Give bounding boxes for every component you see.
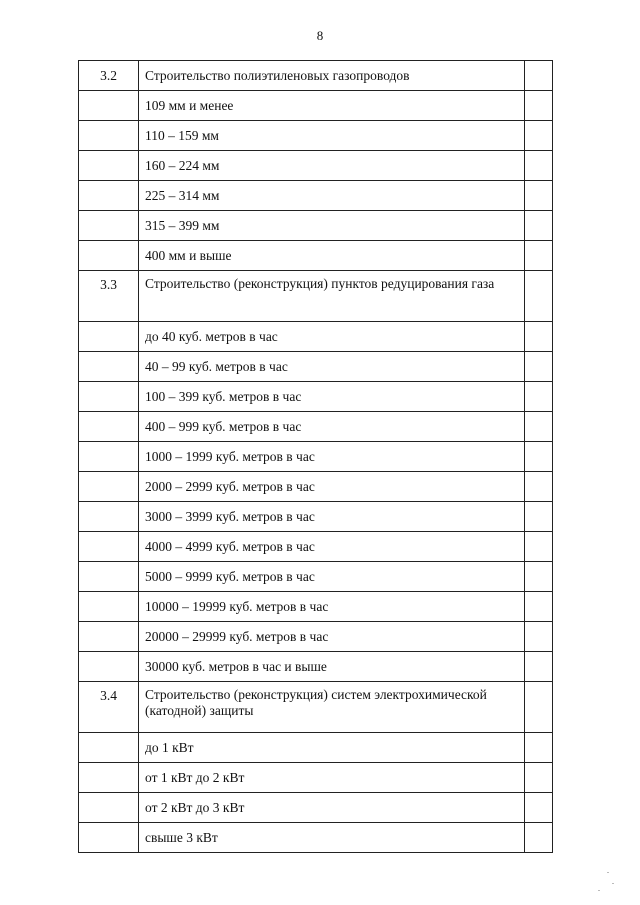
- table-row: [79, 793, 553, 823]
- item-number-cell: [79, 322, 139, 352]
- table-row: [79, 472, 553, 502]
- item-number-cell: [79, 181, 139, 211]
- table-row: [79, 271, 553, 322]
- item-number-cell: [79, 352, 139, 382]
- item-number-cell: 3.2: [79, 61, 139, 91]
- scan-speck: [598, 890, 600, 891]
- table-row: [79, 823, 553, 853]
- item-description-cell: 110 – 159 мм: [139, 121, 525, 151]
- item-description-cell: Строительство (реконструкция) систем электрохимической (катодной) защиты: [139, 682, 525, 733]
- item-number-cell: 3.3: [79, 271, 139, 322]
- item-number-cell: [79, 502, 139, 532]
- tariff-table: [78, 60, 553, 853]
- item-description-cell: 109 мм и менее: [139, 91, 525, 121]
- item-number-cell: [79, 793, 139, 823]
- item-number-cell: [79, 442, 139, 472]
- table-row: [79, 592, 553, 622]
- item-number-cell: [79, 91, 139, 121]
- value-cell: [525, 241, 553, 271]
- value-cell: [525, 622, 553, 652]
- value-cell: [525, 211, 553, 241]
- value-cell: [525, 502, 553, 532]
- item-number-cell: [79, 241, 139, 271]
- item-number-cell: [79, 763, 139, 793]
- item-number-cell: [79, 652, 139, 682]
- page-number: 8: [316, 28, 324, 43]
- item-number-cell: [79, 592, 139, 622]
- table-row: [79, 442, 553, 472]
- item-number-cell: [79, 532, 139, 562]
- value-cell: [525, 823, 553, 853]
- item-description-cell: 100 – 399 куб. метров в час: [139, 382, 525, 412]
- item-number-cell: [79, 412, 139, 442]
- value-cell: [525, 121, 553, 151]
- item-description-cell: 20000 – 29999 куб. метров в час: [139, 622, 525, 652]
- item-description-cell: от 2 кВт до 3 кВт: [139, 793, 525, 823]
- item-description-cell: 400 мм и выше: [139, 241, 525, 271]
- item-description-cell: 4000 – 4999 куб. метров в час: [139, 532, 525, 562]
- value-cell: [525, 733, 553, 763]
- tariff-table-body: [79, 61, 553, 853]
- value-cell: [525, 532, 553, 562]
- table-row: [79, 181, 553, 211]
- table-row: [79, 652, 553, 682]
- item-number-cell: [79, 151, 139, 181]
- item-description-cell: свыше 3 кВт: [139, 823, 525, 853]
- table-row: [79, 352, 553, 382]
- scan-speck: [607, 872, 609, 873]
- value-cell: [525, 91, 553, 121]
- item-number-cell: [79, 472, 139, 502]
- value-cell: [525, 793, 553, 823]
- value-cell: [525, 562, 553, 592]
- value-cell: [525, 382, 553, 412]
- table-row: [79, 763, 553, 793]
- value-cell: [525, 682, 553, 733]
- scan-speck: [612, 883, 614, 884]
- value-cell: [525, 412, 553, 442]
- item-description-cell: 40 – 99 куб. метров в час: [139, 352, 525, 382]
- table-row: [79, 532, 553, 562]
- item-description-cell: 160 – 224 мм: [139, 151, 525, 181]
- item-description-cell: 10000 – 19999 куб. метров в час: [139, 592, 525, 622]
- value-cell: [525, 763, 553, 793]
- table-row: [79, 91, 553, 121]
- value-cell: [525, 652, 553, 682]
- value-cell: [525, 61, 553, 91]
- table-row: [79, 682, 553, 733]
- item-description-cell: до 1 кВт: [139, 733, 525, 763]
- item-number-cell: [79, 211, 139, 241]
- item-description-cell: 225 – 314 мм: [139, 181, 525, 211]
- item-description-cell: 2000 – 2999 куб. метров в час: [139, 472, 525, 502]
- item-description-cell: 400 – 999 куб. метров в час: [139, 412, 525, 442]
- value-cell: [525, 181, 553, 211]
- table-row: [79, 322, 553, 352]
- table-row: [79, 412, 553, 442]
- item-description-cell: 5000 – 9999 куб. метров в час: [139, 562, 525, 592]
- item-description-cell: 1000 – 1999 куб. метров в час: [139, 442, 525, 472]
- item-number-cell: [79, 562, 139, 592]
- item-description-cell: до 40 куб. метров в час: [139, 322, 525, 352]
- table-row: [79, 733, 553, 763]
- table-row: [79, 61, 553, 91]
- table-row: [79, 562, 553, 592]
- item-description-cell: 3000 – 3999 куб. метров в час: [139, 502, 525, 532]
- item-number-cell: [79, 823, 139, 853]
- table-row: [79, 382, 553, 412]
- item-number-cell: [79, 733, 139, 763]
- value-cell: [525, 472, 553, 502]
- item-number-cell: 3.4: [79, 682, 139, 733]
- item-description-cell: Строительство полиэтиленовых газопроводов: [139, 61, 525, 91]
- item-number-cell: [79, 622, 139, 652]
- value-cell: [525, 442, 553, 472]
- table-row: [79, 502, 553, 532]
- item-description-cell: от 1 кВт до 2 кВт: [139, 763, 525, 793]
- table-row: [79, 211, 553, 241]
- table-row: [79, 241, 553, 271]
- item-number-cell: [79, 121, 139, 151]
- table-row: [79, 622, 553, 652]
- table-row: [79, 121, 553, 151]
- value-cell: [525, 352, 553, 382]
- item-description-cell: 315 – 399 мм: [139, 211, 525, 241]
- value-cell: [525, 151, 553, 181]
- item-number-cell: [79, 382, 139, 412]
- item-description-cell: 30000 куб. метров в час и выше: [139, 652, 525, 682]
- value-cell: [525, 271, 553, 322]
- value-cell: [525, 592, 553, 622]
- value-cell: [525, 322, 553, 352]
- item-description-cell: Строительство (реконструкция) пунктов редуцирования газа: [139, 271, 525, 322]
- table-row: [79, 151, 553, 181]
